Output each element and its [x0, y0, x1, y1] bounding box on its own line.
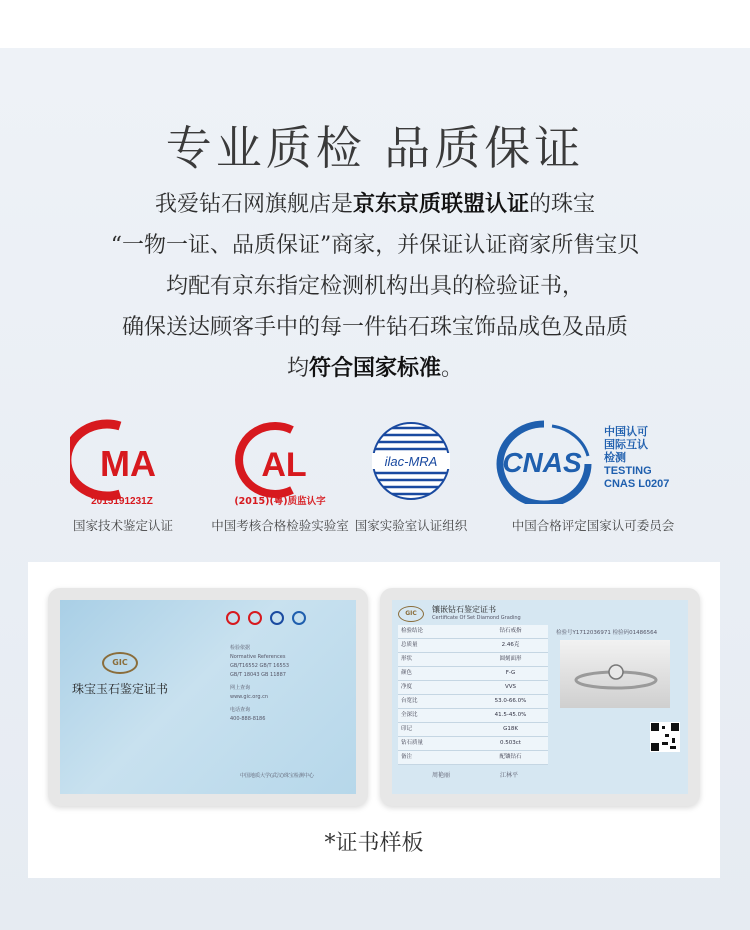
cma-logo-icon: [70, 418, 174, 512]
cnas-side-text: [604, 426, 669, 491]
cert2-row: [398, 709, 548, 723]
cert1-line: 网上查询: [230, 685, 251, 691]
cert2-row-value: 53.0-66.0%: [494, 698, 527, 704]
cnas-side-line: 中国认可: [604, 426, 648, 438]
cert2-row-label: 钻石质量: [401, 740, 424, 746]
cert2-row-value: 配镶钻石: [499, 754, 522, 760]
cert2-row-label: 台宽比: [401, 698, 418, 704]
intro-line-2: “一物一证、品质保证”商家，并保证认证商家所售宝贝: [110, 233, 640, 258]
cert2-row-label: 全深比: [401, 712, 418, 718]
cert2-row: [398, 639, 548, 653]
sample-note: *证书样板: [324, 831, 424, 856]
cert2-row-label: 形状: [401, 656, 413, 662]
cnas-side-line: 国际互认: [604, 439, 648, 451]
cert1-title: 珠宝玉石鉴定证书: [72, 682, 169, 696]
cert2-row-value: 41.5-45.0%: [494, 712, 527, 718]
intro-text-span: 。: [441, 356, 464, 381]
cma-logo-text: MA: [100, 443, 156, 484]
ring-photo: [560, 640, 670, 708]
cert1-line: 检验依据: [230, 645, 251, 651]
cert1-line: www.gic.org.cn: [230, 694, 269, 700]
cnas-side-line: TESTING: [604, 465, 652, 477]
certificate-panel: [28, 562, 720, 878]
cert2-row: [398, 625, 548, 639]
cert2-row-value: F-G: [505, 670, 516, 676]
cert2-row-value: G18K: [503, 726, 518, 732]
cert1-line: 电话查询: [230, 707, 251, 713]
cert2-row-label: 备注: [401, 754, 413, 760]
cert1-issuer: 中国地质大学(武汉)珠宝检测中心: [240, 773, 314, 779]
certificate-detail-frame: [380, 588, 700, 806]
intro-text: [40, 184, 710, 389]
intro-text-span: 我爱钻石网旗舰店是: [154, 192, 353, 217]
certificate-detail: [392, 600, 688, 794]
cert2-row: [398, 737, 548, 751]
cert1-line: Normative References: [230, 654, 286, 660]
cert2-row: [398, 695, 548, 709]
cert2-number: 检验号Y1712036971 检验码01486564: [556, 630, 658, 636]
cert2-row-value: VVS: [504, 684, 517, 690]
cnas-logo-icon: [494, 418, 594, 508]
certificate-cover-frame: [48, 588, 368, 806]
cert2-row: [398, 667, 548, 681]
cert1-line: GB/T 18043 GB 11887: [230, 672, 286, 678]
cal-logo-text: AL: [261, 446, 307, 484]
ilac-caption: 国家实验室认证组织: [354, 518, 468, 533]
ilac-logo-text: ilac-MRA: [384, 454, 438, 469]
cert2-row: [398, 653, 548, 667]
cert2-row-label: 颜色: [401, 670, 413, 676]
intro-highlight: 京东京质联盟认证: [352, 191, 529, 217]
certification-logos: [0, 418, 750, 538]
cert2-table: [398, 625, 548, 765]
cnas-logo-text: CNAS: [502, 447, 582, 478]
cma-code: 2015191231Z: [91, 496, 153, 507]
cnas-caption: 中国合格评定国家认可委员会: [511, 518, 675, 533]
cert2-row-value: 圆刻面形: [499, 656, 522, 662]
cert2-row-label: 印记: [401, 726, 413, 732]
cert2-row-value: 0.503ct: [500, 740, 521, 746]
cert2-row-label: 总质量: [401, 642, 418, 648]
intro-text-span: 均: [286, 356, 309, 381]
gic-logo-icon: GIC: [398, 606, 424, 622]
intro-highlight: 符合国家标准: [308, 355, 441, 381]
cert2-row: [398, 681, 548, 695]
cnas-side-line: CNAS L0207: [604, 478, 670, 490]
cert2-inspector: 周艳丽: [432, 772, 451, 779]
cma-caption: 国家技术鉴定认证: [72, 518, 173, 533]
qr-code-icon: [650, 722, 680, 752]
intro-line-5: [40, 348, 710, 389]
cal-logo-icon: [220, 418, 340, 512]
cert1-line: 400-888-8186: [230, 716, 266, 722]
page-title: 专业质检 品质保证: [165, 121, 585, 175]
intro-line-4: 确保送达顾客手中的每一件钻石珠宝饰品成色及品质: [121, 315, 628, 340]
cert1-info: [230, 644, 289, 724]
cert2-title: 镶嵌钻石鉴定证书: [432, 605, 496, 614]
cert2-row-label: 净度: [401, 684, 413, 690]
intro-text-span: 的珠宝: [529, 192, 596, 217]
cal-caption: 中国考核合格检验实验室: [211, 518, 349, 533]
cnas-side-line: 检测: [604, 452, 626, 464]
ilac-mra-logo-icon: [370, 418, 452, 508]
intro-line-3: 均配有京东指定检测机构出具的检验证书，: [165, 274, 584, 299]
intro-line-1: [40, 184, 710, 225]
cert2-row-value: 2.46克: [501, 642, 520, 648]
cal-code: (2015)(粤)质监认字: [234, 496, 326, 507]
cert1-line: GB/T16552 GB/T 16553: [230, 663, 290, 669]
cert2-row-value: 钻石戒指: [499, 628, 522, 634]
cert2-row: [398, 751, 548, 765]
cert2-row-label: 检验结论: [401, 628, 424, 634]
cert2-subtitle: Certificate Of Set Diamond Grading: [432, 615, 521, 621]
gic-logo-icon: GIC: [102, 652, 138, 674]
certificate-cover: [60, 600, 356, 794]
cert1-mini-logos: [225, 610, 350, 626]
cert2-checker: 江林平: [500, 772, 519, 779]
cert2-row: [398, 723, 548, 737]
